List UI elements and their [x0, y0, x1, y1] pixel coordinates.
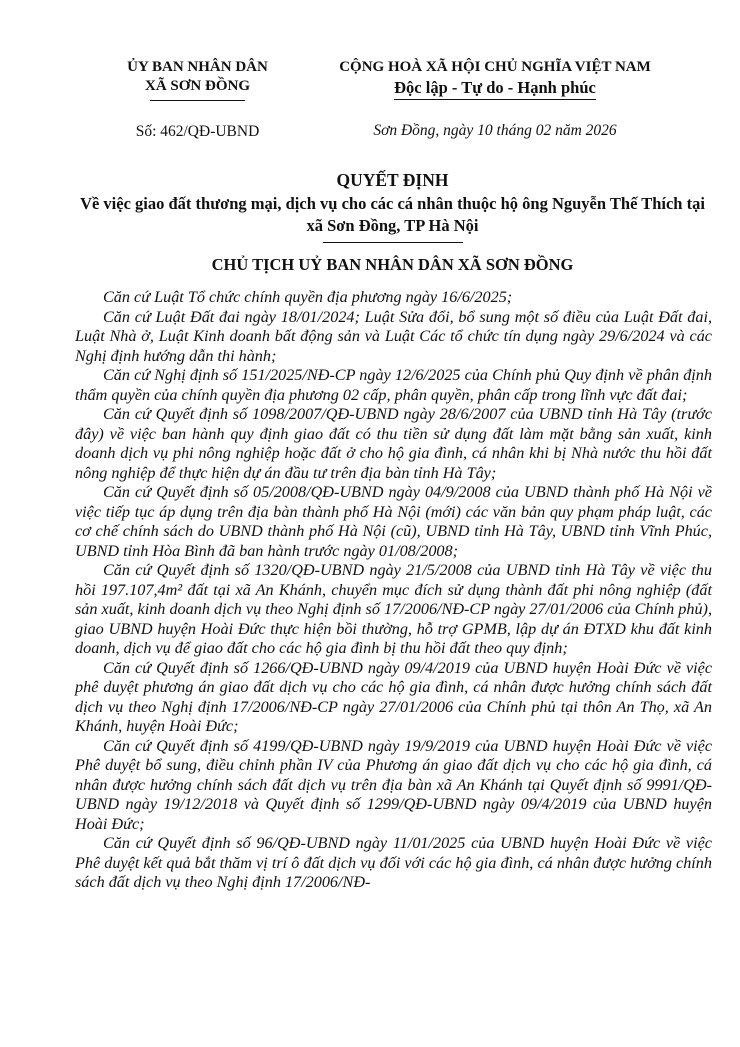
- legal-basis-paragraph: Căn cứ Quyết định số 1266/QĐ-UBND ngày 09/4/2019 của UBND huyện Hoài Đức về việc phê duyệt phương án giao đất dịch vụ cho các hộ gia đình, cá nhân được hưởng chính sách đất dịch vụ theo Nghị định 17/2006/NĐ-CP ngày 27/01/2006 của Chính phủ tại thôn An Thọ, xã An Khánh, huyện Hoài Đức;: [75, 658, 712, 735]
- legal-basis-paragraph: Căn cứ Quyết định số 1098/2007/QĐ-UBND ngày 28/6/2007 của UBND tỉnh Hà Tây (trước đây) về việc ban hành quy định giao đất có thu tiền sử dụng đất làm mặt bằng sản xuất, kinh doanh dịch vụ phi nông nghiệp hoặc đất ở cho hộ gia đình, cá nhân khi bị Nhà nước thu hồi đất nông nghiệp để thực hiện dự án đầu tư trên địa bàn tỉnh Hà Tây;: [75, 405, 712, 482]
- legal-basis-paragraph: Căn cứ Quyết định số 1320/QĐ-UBND ngày 21/5/2008 của UBND tỉnh Hà Tây về việc thu hồi 197.107,4m² đất tại xã An Khánh, chuyển mục đích sử dụng thành đất phi nông nghiệp (đất sản xuất, kinh doanh dịch vụ theo Nghị định số 17/2006/NĐ-CP ngày 27/01/2006 của Chính phủ), giao UBND huyện Hoài Đức thực hiện bồi thường, hỗ trợ GPMB, lập dự án ĐTXD khu đất kinh doanh, dịch vụ để giao đất cho các hộ gia đình bị thu hồi đất theo quy định;: [75, 561, 712, 657]
- issuing-authority-line2: XÃ SƠN ĐỒNG: [144, 78, 250, 94]
- document-number: Số: 462/QĐ-UBND: [135, 123, 260, 140]
- subject-underline: [323, 242, 463, 243]
- legal-basis-paragraph: Căn cứ Quyết định số 96/QĐ-UBND ngày 11/01/2025 của UBND huyện Hoài Đức về việc Phê duyệt kết quả bắt thăm vị trí ô đất dịch vụ đối với các hộ gia đình, cá nhân được hưởng chính sách đất dịch vụ theo Nghị định 17/2006/NĐ-: [75, 834, 712, 891]
- deciding-authority-heading: CHỦ TỊCH UỶ BAN NHÂN DÂN XÃ SƠN ĐỒNG: [211, 255, 574, 274]
- legal-basis-paragraph: Căn cứ Nghị định số 151/2025/NĐ-CP ngày 12/6/2025 của Chính phủ Quy định về phân định thẩm quyền của chính quyền địa phương 02 cấp, phân quyền, phân cấp trong lĩnh vực đất đai;: [75, 366, 712, 404]
- document-type-title: QUYẾT ĐỊNH: [336, 170, 449, 190]
- national-name: CỘNG HOÀ XÃ HỘI CHỦ NGHĨA VIỆT NAM: [339, 59, 651, 75]
- legal-basis-paragraph: Căn cứ Luật Đất đai ngày 18/01/2024; Luật Sửa đổi, bổ sung một số điều của Luật Đất đai, Luật Nhà ở, Luật Kinh doanh bất động sản và Luật Các tổ chức tín dụng ngày 29/6/2024 và các Nghị định hướng dẫn thi hành;: [75, 307, 712, 365]
- national-motto: Độc lập - Tự do - Hạnh phúc: [394, 77, 596, 100]
- issuing-authority-block: [75, 58, 320, 141]
- document-header: [75, 58, 710, 141]
- place-date-line: Sơn Đồng, ngày 10 tháng 02 năm 2026: [373, 122, 617, 139]
- issuing-authority-underline: [150, 100, 245, 101]
- national-header-block: [320, 58, 670, 141]
- legal-basis-section: [75, 288, 712, 893]
- issuing-authority-line1: ỦY BAN NHÂN DÂN: [127, 59, 268, 75]
- legal-basis-paragraph: Căn cứ Luật Tổ chức chính quyền địa phương ngày 16/6/2025;: [103, 288, 513, 306]
- title-section: [75, 170, 710, 275]
- legal-basis-paragraph: Căn cứ Quyết định số 05/2008/QĐ-UBND ngày 04/9/2008 của UBND thành phố Hà Nội về việc tiếp tục áp dụng trên địa bàn thành phố Hà Nội (mới) các văn bản quy phạm pháp luật, các cơ chế chính sách do UBND thành phố Hà Nội (cũ), UBND tỉnh Hà Tây, UBND tỉnh Vĩnh Phúc, UBND tỉnh Hòa Bình đã ban hành trước ngày 01/08/2008;: [75, 483, 712, 560]
- document-subject: Về việc giao đất thương mại, dịch vụ cho các cá nhân thuộc hộ ông Nguyễn Thế Thích tại xã Sơn Đồng, TP Hà Nội: [80, 194, 705, 235]
- legal-basis-paragraph: Căn cứ Quyết định số 4199/QĐ-UBND ngày 19/9/2019 của UBND huyện Hoài Đức về việc Phê duyệt bổ sung, điều chỉnh phần IV của Phương án giao đất dịch vụ cho các hộ gia đình, cá nhân được hưởng chính sách đất dịch vụ trên địa bàn xã An Khánh tại Quyết định số 9991/QĐ-UBND ngày 19/12/2018 và Quyết định số 1299/QĐ-UBND ngày 09/4/2019 của UBND huyện Hoài Đức;: [75, 736, 712, 833]
